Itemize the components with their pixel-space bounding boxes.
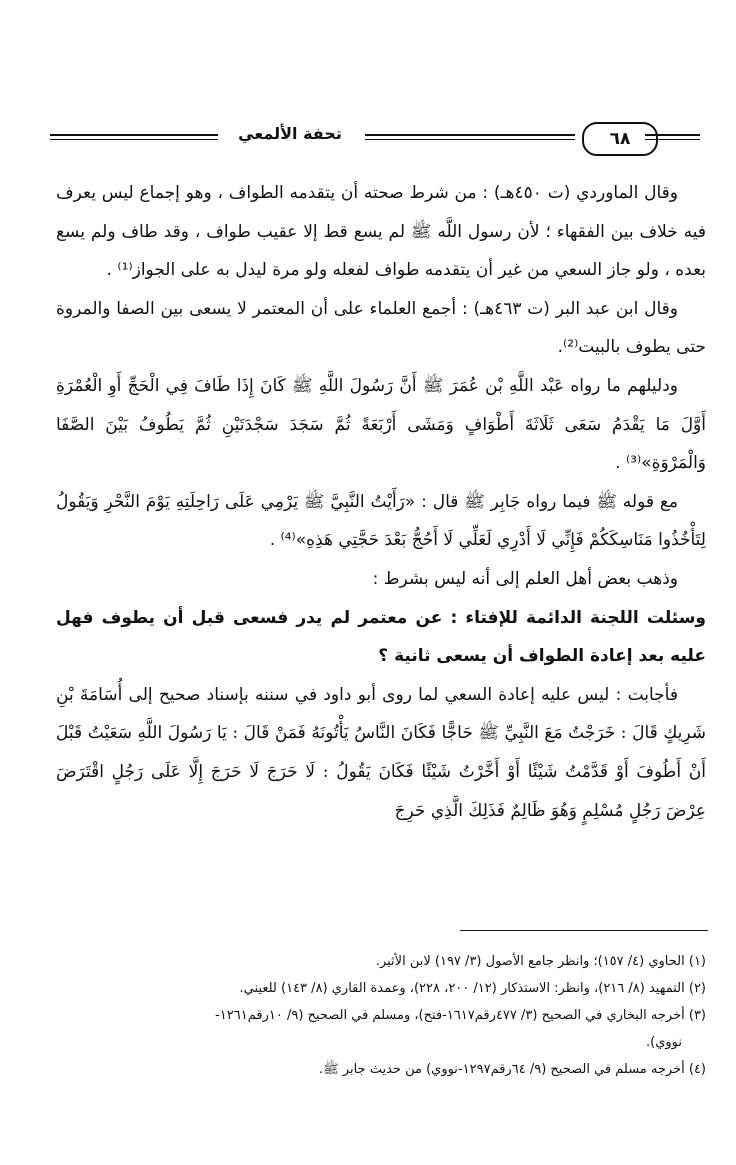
paragraph-mawardi: وقال الماوردي (ت ٤٥٠هـ) : من شرط صحته أن يتقدمه الطواف ، وهو إجماع ليس يعرف فيه خلاف بين الفقهاء ؛ لأن رسول اللَّه ﷺ لم يسع قط إلا عقيب طواف ، وقد طاف ولم يسع بعده ، ولو جاز السعي من غير أن يتقدمه طواف لفعله ولو مرة ليدل به على الجواز⁽¹⁾ . [56,183,706,281]
header-rule-middle-bottom [365,139,575,140]
paragraph-other-opinion: وذهب بعض أهل العلم إلى أنه ليس بشرط : [372,568,678,589]
footnotes [42,948,706,1083]
paragraph-intro: مع قوله ﷺ فيما رواه جَابِر ﷺ قال : « [404,491,678,512]
header-rule-middle-top [365,134,575,136]
footnote-divider [460,930,708,931]
footnote-2: (٢) التمهيد (٨/ ٢١٦)، وانظر: الاستذكار (١٢/ ٢٠٠، ٢٢٨)، وعمدة القاري (٨/ ١٤٣) للعيني. [239,981,706,996]
paragraph-ibn-abd-al-barr: وقال ابن عبد البر (ت ٤٦٣هـ) : أجمع العلماء على أن المعتمر لا يسعى بين الصفا والمروة حتى يطوف بالبيت⁽²⁾. [56,298,706,358]
footnote-1: (١) الحاوي (٤/ ١٥٧)؛ وانظر جامع الأصول (٣/ ١٩٧) لابن الأثير. [375,954,706,969]
paragraph-question: وسئلت اللجنة الدائمة للإفتاء : عن معتمر لم يدر فسعى قبل أن يطوف فهل عليه بعد إعادة الطواف أن يسعى ثانية ؟ [56,607,706,667]
page-header [50,112,700,158]
hadith-text: رَأَيْتُ النَّبِيَّ ﷺ يَرْمِي عَلَى رَاحِلَتِهِ يَوْمَ النَّحْرِ وَيَقُولُ لِتَأْخُذُوا مَنَاسِكَكُمْ فَإِنِّي لَا أَدْرِي لَعَلِّي لَا أَحُجُّ بَعْدَ حَجَّتِي هَذِهِ [56,491,706,551]
paragraph-answer [56,676,706,830]
body-text [56,174,706,830]
footnote-ref: »⁽³⁾ . [615,453,652,474]
running-title: تحفة الألمعي [238,124,342,143]
footnote-ref: »⁽⁴⁾ . [269,530,307,551]
paragraph-ibn-umar-hadith [56,367,706,483]
header-rule-left-bottom [50,139,218,140]
footnote-4: (٤) أخرجه مسلم في الصحيح (٩/ ٦٤رقم١٢٩٧-نووي) من حديث جابر ﷺ. [318,1062,706,1077]
paragraph-intro: فأجابت : ليس عليه إعادة السعي لما روى أبو داود في سننه بإسناد صحيح إلى [122,684,678,705]
header-rule-left-top [50,134,218,136]
footnote-3: (٣) أخرجه البخاري في الصحيح (٣/ ٤٧٧رقم١٦١٧-فتح)، ومسلم في الصحيح (٩/ ١٠رقم١٢٦١- [215,1008,706,1023]
hadith-text: أَنَّ رَسُولَ اللَّهِ ﷺ كَانَ إِذَا طَافَ فِي الْحَجِّ أَوِ الْعُمْرَةِ أَوَّلَ مَا يَقْدَمُ سَعَى ثَلَاثَةَ أَطْوَافٍ وَمَشَى أَرْبَعَةً ثُمَّ سَجَدَ سَجْدَتَيْنِ ثُمَّ يَطُوفُ بَيْنَ الصَّفَا وَالْمَرْوَةِ [56,375,706,474]
paragraph-jabir-hadith [56,483,706,560]
page-number: ٦٨ [582,122,658,156]
hadith-text: أُسَامَةَ بْنِ شَرِيكٍ قَالَ : خَرَجْتُ مَعَ النَّبِيِّ ﷺ حَاجًّا فَكَانَ النَّاسُ يَأْتُونَهُ فَمَنْ قَالَ : يَا رَسُولَ اللَّهِ سَعَيْتُ قَبْلَ أَنْ أَطُوفَ أَوْ قَدَّمْتُ شَيْئًا أَوْ أَخَّرْتُ شَيْئًا فَكَانَ يَقُولُ : لَا حَرَجَ لَا حَرَجَ إِلَّا عَلَى رَجُلٍ اقْتَرَضَ عِرْضَ رَجُلٍ مُسْلِمٍ وَهُوَ ظَالِمٌ فَذَلِكَ الَّذِي حَرِجَ [56,684,707,821]
paragraph-intro: ودليلهم ما رواه عَبْد اللَّهِ بْن عُمَرَ ﷺ [416,375,678,396]
footnote-3-continued: نووي). [646,1035,682,1050]
